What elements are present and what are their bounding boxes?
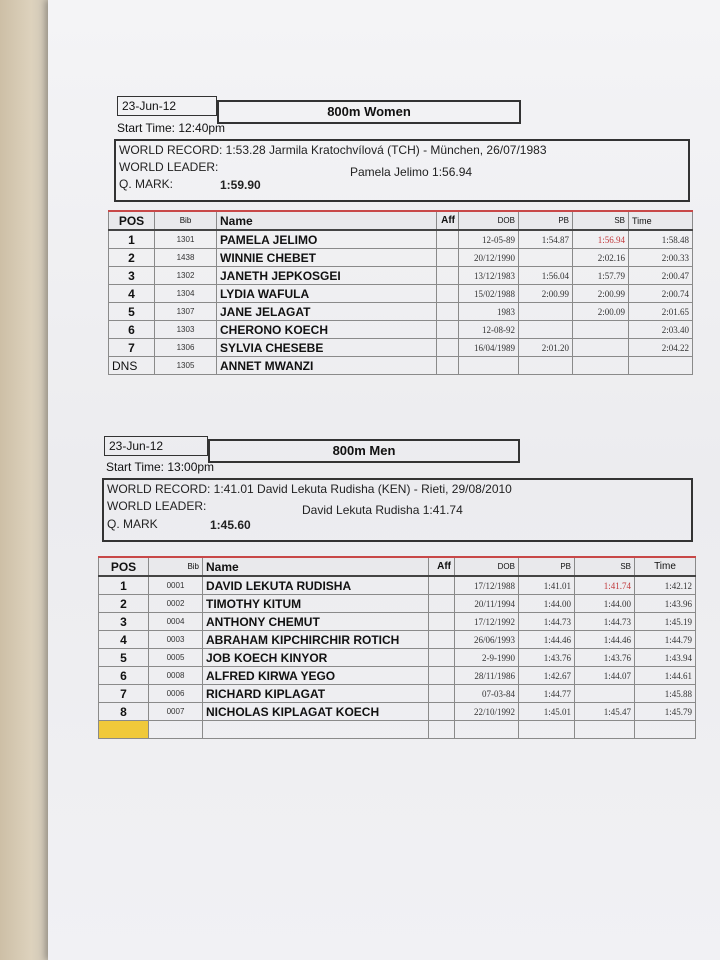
- cell-time: 1:43.96: [635, 595, 696, 613]
- cell-bib: 1304: [155, 285, 217, 303]
- cell-name: JANETH JEPKOSGEI: [217, 267, 437, 285]
- table-row: [99, 595, 696, 613]
- empty-cell: [149, 721, 203, 739]
- cell-pos: 4: [99, 631, 149, 649]
- cell-sb: 1:43.76: [575, 649, 635, 667]
- empty-cell: [203, 721, 429, 739]
- table-row: [109, 285, 693, 303]
- cell-time: 2:01.65: [629, 303, 693, 321]
- cell-aff: [437, 230, 459, 249]
- table-row: [99, 631, 696, 649]
- cell-sb: [575, 685, 635, 703]
- women-world-record: WORLD RECORD: 1:53.28 Jarmila Kratochvílová (TCH) - München, 26/07/1983: [119, 143, 547, 157]
- men-start-time: Start Time: 13:00pm: [106, 460, 215, 474]
- cell-time: 2:00.74: [629, 285, 693, 303]
- cell-name: ANNET MWANZI: [217, 357, 437, 375]
- cell-dob: 07-03-84: [455, 685, 519, 703]
- men-world-leader-value: David Lekuta Rudisha 1:41.74: [302, 503, 463, 517]
- cell-sb: 1:44.07: [575, 667, 635, 685]
- cell-pb: [519, 357, 573, 375]
- women-qmark-label: Q. MARK:: [119, 177, 174, 191]
- men-qmark-label: Q. MARK: [107, 517, 158, 531]
- women-date: 23-Jun-12: [117, 96, 217, 116]
- cell-bib: 0007: [149, 703, 203, 721]
- table-row: [109, 230, 693, 249]
- cell-dob: 26/06/1993: [455, 631, 519, 649]
- cell-pb: 1:41.01: [519, 576, 575, 595]
- men-qmark-value: 1:45.60: [210, 518, 251, 532]
- cell-sb: 1:41.74: [575, 576, 635, 595]
- women-results-table: [108, 210, 693, 375]
- cell-aff: [429, 649, 455, 667]
- women-world-leader-label: WORLD LEADER:: [119, 160, 219, 174]
- cell-pb: 2:01.20: [519, 339, 573, 357]
- cell-dob: 1983: [459, 303, 519, 321]
- empty-cell: [455, 721, 519, 739]
- cell-name: DAVID LEKUTA RUDISHA: [203, 576, 429, 595]
- cell-pb: 1:44.77: [519, 685, 575, 703]
- cell-time: 2:04.22: [629, 339, 693, 357]
- cell-pb: 1:45.01: [519, 703, 575, 721]
- cell-aff: [437, 303, 459, 321]
- cell-name: PAMELA JELIMO: [217, 230, 437, 249]
- table-row: [109, 303, 693, 321]
- cell-pos: 3: [99, 613, 149, 631]
- cell-aff: [429, 667, 455, 685]
- cell-name: ABRAHAM KIPCHIRCHIR ROTICH: [203, 631, 429, 649]
- men-event-title: 800m Men: [208, 439, 520, 463]
- header-pos: POS: [99, 557, 149, 576]
- empty-row: [99, 721, 696, 739]
- cell-bib: 1303: [155, 321, 217, 339]
- table-row: [109, 357, 693, 375]
- cell-dob: 28/11/1986: [455, 667, 519, 685]
- table-row: [99, 685, 696, 703]
- header-aff: Aff: [437, 211, 459, 230]
- cell-sb: 1:44.46: [575, 631, 635, 649]
- header-pb: PB: [519, 211, 573, 230]
- table-row: [109, 249, 693, 267]
- cell-pb: [519, 249, 573, 267]
- men-date: 23-Jun-12: [104, 436, 208, 456]
- header-name: Name: [203, 557, 429, 576]
- empty-cell: [575, 721, 635, 739]
- table-row: [99, 576, 696, 595]
- cell-pb: [519, 303, 573, 321]
- women-header-row: [109, 211, 693, 230]
- cell-time: 1:45.19: [635, 613, 696, 631]
- cell-time: 1:44.79: [635, 631, 696, 649]
- men-world-leader-label: WORLD LEADER:: [107, 499, 207, 513]
- cell-pos: 8: [99, 703, 149, 721]
- cell-sb: [573, 339, 629, 357]
- cell-aff: [429, 576, 455, 595]
- cell-name: JOB KOECH KINYOR: [203, 649, 429, 667]
- cell-pos: 7: [99, 685, 149, 703]
- women-event-title: 800m Women: [217, 100, 521, 124]
- header-dob: DOB: [455, 557, 519, 576]
- cell-dob: 15/02/1988: [459, 285, 519, 303]
- highlighted-empty-cell: [99, 721, 149, 739]
- cell-dob: 12-05-89: [459, 230, 519, 249]
- header-name: Name: [217, 211, 437, 230]
- table-row: [109, 321, 693, 339]
- cell-pos: 4: [109, 285, 155, 303]
- cell-name: LYDIA WAFULA: [217, 285, 437, 303]
- empty-cell: [429, 721, 455, 739]
- empty-cell: [519, 721, 575, 739]
- cell-aff: [429, 685, 455, 703]
- cell-aff: [437, 321, 459, 339]
- cell-pos: 7: [109, 339, 155, 357]
- table-row: [109, 339, 693, 357]
- cell-aff: [429, 595, 455, 613]
- cell-pb: [519, 321, 573, 339]
- cell-aff: [437, 339, 459, 357]
- men-world-record: WORLD RECORD: 1:41.01 David Lekuta Rudisha (KEN) - Rieti, 29/08/2010: [107, 482, 512, 496]
- cell-time: 1:58.48: [629, 230, 693, 249]
- cell-dob: 2-9-1990: [455, 649, 519, 667]
- cell-bib: 0006: [149, 685, 203, 703]
- cell-aff: [437, 249, 459, 267]
- cell-pb: 1:42.67: [519, 667, 575, 685]
- cell-sb: 1:56.94: [573, 230, 629, 249]
- cell-bib: 1307: [155, 303, 217, 321]
- cell-dob: 17/12/1988: [455, 576, 519, 595]
- cell-pos: 3: [109, 267, 155, 285]
- cell-pb: 1:44.73: [519, 613, 575, 631]
- cell-name: RICHARD KIPLAGAT: [203, 685, 429, 703]
- men-record-box: [102, 478, 693, 542]
- cell-sb: 1:57.79: [573, 267, 629, 285]
- cell-aff: [429, 631, 455, 649]
- cell-time: 1:45.88: [635, 685, 696, 703]
- cell-bib: 0001: [149, 576, 203, 595]
- men-results-table: [98, 556, 696, 739]
- cell-sb: 1:44.73: [575, 613, 635, 631]
- cell-time: 2:00.33: [629, 249, 693, 267]
- men-header-row: [99, 557, 696, 576]
- cell-bib: 0004: [149, 613, 203, 631]
- header-time: Time: [629, 211, 693, 230]
- cell-aff: [437, 267, 459, 285]
- women-world-leader-value: Pamela Jelimo 1:56.94: [350, 165, 473, 179]
- cell-dob: 22/10/1992: [455, 703, 519, 721]
- cell-dob: 20/12/1990: [459, 249, 519, 267]
- header-sb: SB: [573, 211, 629, 230]
- cell-pb: 1:44.00: [519, 595, 575, 613]
- cell-name: CHERONO KOECH: [217, 321, 437, 339]
- cell-pos: 6: [109, 321, 155, 339]
- cell-time: 1:43.94: [635, 649, 696, 667]
- empty-cell: [635, 721, 696, 739]
- cell-sb: 2:00.09: [573, 303, 629, 321]
- cell-bib: 0008: [149, 667, 203, 685]
- cell-dob: 12-08-92: [459, 321, 519, 339]
- header-bib: Bib: [149, 557, 203, 576]
- cell-bib: 0003: [149, 631, 203, 649]
- cell-time: [629, 357, 693, 375]
- cell-pb: 2:00.99: [519, 285, 573, 303]
- cell-pb: 1:56.04: [519, 267, 573, 285]
- women-qmark-value: 1:59.90: [220, 178, 261, 192]
- cell-aff: [437, 357, 459, 375]
- cell-name: SYLVIA CHESEBE: [217, 339, 437, 357]
- header-dob: DOB: [459, 211, 519, 230]
- cell-name: ALFRED KIRWA YEGO: [203, 667, 429, 685]
- cell-pos: 2: [99, 595, 149, 613]
- cell-aff: [429, 613, 455, 631]
- cell-sb: 2:02.16: [573, 249, 629, 267]
- cell-time: 1:45.79: [635, 703, 696, 721]
- table-row: [99, 613, 696, 631]
- cell-sb: [573, 357, 629, 375]
- cell-aff: [437, 285, 459, 303]
- header-sb: SB: [575, 557, 635, 576]
- cell-aff: [429, 703, 455, 721]
- cell-bib: 0005: [149, 649, 203, 667]
- cell-dob: 16/04/1989: [459, 339, 519, 357]
- header-pos: POS: [109, 211, 155, 230]
- cell-bib: 1306: [155, 339, 217, 357]
- cell-pb: 1:43.76: [519, 649, 575, 667]
- cell-sb: 2:00.99: [573, 285, 629, 303]
- cell-time: 2:03.40: [629, 321, 693, 339]
- cell-pos: 1: [99, 576, 149, 595]
- cell-sb: [573, 321, 629, 339]
- women-start-time: Start Time: 12:40pm: [117, 121, 226, 135]
- cell-name: NICHOLAS KIPLAGAT KOECH: [203, 703, 429, 721]
- cell-bib: 1302: [155, 267, 217, 285]
- cell-bib: 0002: [149, 595, 203, 613]
- header-bib: Bib: [155, 211, 217, 230]
- header-time: Time: [635, 557, 696, 576]
- table-row: [99, 703, 696, 721]
- cell-sb: 1:44.00: [575, 595, 635, 613]
- cell-pos: 5: [99, 649, 149, 667]
- cell-name: ANTHONY CHEMUT: [203, 613, 429, 631]
- header-aff: Aff: [429, 557, 455, 576]
- cell-bib: 1301: [155, 230, 217, 249]
- cell-dob: [459, 357, 519, 375]
- cell-pos: 5: [109, 303, 155, 321]
- cell-name: WINNIE CHEBET: [217, 249, 437, 267]
- cell-time: 1:42.12: [635, 576, 696, 595]
- cell-time: 2:00.47: [629, 267, 693, 285]
- cell-pb: 1:54.87: [519, 230, 573, 249]
- cell-sb: 1:45.47: [575, 703, 635, 721]
- cell-bib: 1438: [155, 249, 217, 267]
- cell-pos: 6: [99, 667, 149, 685]
- cell-name: JANE JELAGAT: [217, 303, 437, 321]
- table-row: [99, 667, 696, 685]
- cell-dob: 20/11/1994: [455, 595, 519, 613]
- desk-background: [0, 0, 52, 960]
- cell-name: TIMOTHY KITUM: [203, 595, 429, 613]
- cell-dob: 17/12/1992: [455, 613, 519, 631]
- cell-bib: 1305: [155, 357, 217, 375]
- cell-pb: 1:44.46: [519, 631, 575, 649]
- cell-time: 1:44.61: [635, 667, 696, 685]
- table-row: [109, 267, 693, 285]
- header-pb: PB: [519, 557, 575, 576]
- table-row: [99, 649, 696, 667]
- cell-pos: DNS: [109, 357, 155, 375]
- cell-pos: 1: [109, 230, 155, 249]
- women-record-box: [114, 139, 690, 202]
- cell-dob: 13/12/1983: [459, 267, 519, 285]
- cell-pos: 2: [109, 249, 155, 267]
